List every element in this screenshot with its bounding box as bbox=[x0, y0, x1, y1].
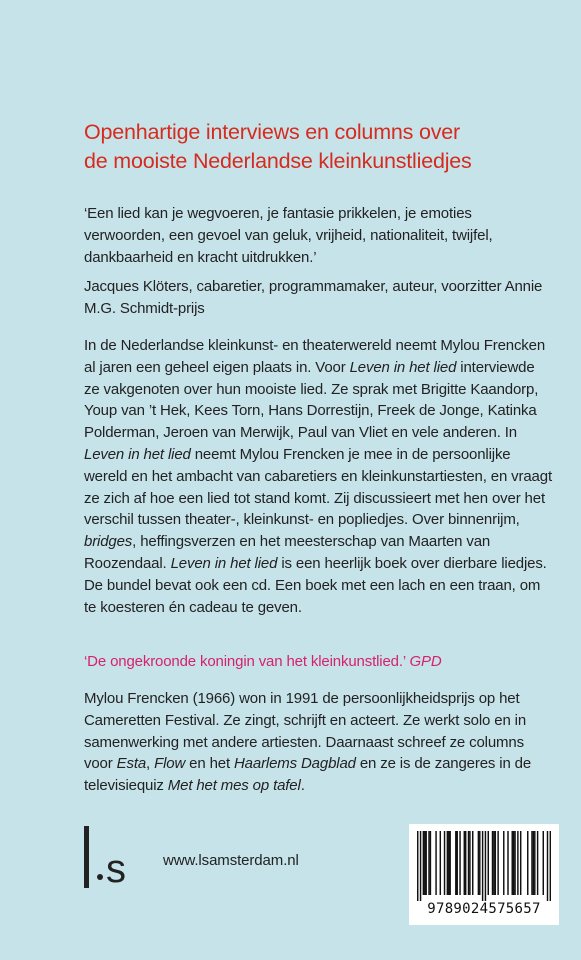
barcode-bar bbox=[456, 831, 457, 895]
barcode-bar bbox=[469, 831, 470, 895]
bio-part: . bbox=[300, 777, 305, 795]
barcode-bar bbox=[449, 831, 450, 895]
quote-attribution: Jacques Klöters, cabaretier, programmamaker, auteur, voorzitter Annie M.G. Schmidt-prijs bbox=[84, 278, 543, 317]
book-title: Leven in het lied bbox=[349, 358, 457, 376]
barcode-bar bbox=[423, 831, 424, 895]
barcode-bar bbox=[420, 831, 421, 901]
description-part: is een heerlijk boek over dierbare liedjes. De bundel bevat ook een cd. Een boek met een lach en een traan, om te koesteren én cadeau te geven. bbox=[84, 554, 547, 616]
barcode-bar bbox=[512, 831, 513, 895]
barcode-bar bbox=[488, 831, 489, 895]
press-quote bbox=[84, 651, 554, 673]
barcode-bar bbox=[514, 831, 515, 895]
barcode-bar bbox=[492, 831, 493, 895]
barcode-bar bbox=[428, 831, 429, 895]
italic-term: bridges bbox=[84, 533, 133, 551]
barcode-bar bbox=[447, 831, 448, 895]
opening-quote: ‘Een lied kan je wegvoeren, je fantasie prikkelen, je emoties verwoorden, een gevoel van geluk, vrijheid, nationaliteit, twijfel, dankbaarheid en kracht uitdrukken.’ bbox=[84, 205, 493, 266]
barcode-bar bbox=[527, 831, 528, 895]
barcode-bar bbox=[448, 831, 449, 895]
barcode-bar bbox=[517, 831, 518, 895]
newspaper-title: Haarlems Dagblad bbox=[234, 755, 356, 773]
isbn-number: 9789024575657 bbox=[427, 901, 541, 917]
barcode-bar bbox=[497, 831, 498, 895]
barcode-bar bbox=[537, 831, 538, 895]
publisher-website: www.lsamsterdam.nl bbox=[163, 852, 299, 869]
barcode-bar bbox=[459, 831, 460, 895]
bio-part: , bbox=[146, 755, 155, 773]
barcode-bars bbox=[417, 831, 551, 901]
barcode-bar bbox=[520, 831, 521, 895]
barcode-bar bbox=[464, 831, 465, 895]
bio-part: en ze is de zangeres in de televisiequiz bbox=[84, 755, 532, 795]
press-quote-source: GPD bbox=[409, 653, 442, 670]
description-part: In de Nederlandse kleinkunst- en theaterwereld neemt Mylou Frencken al jaren een geheel eigen plaats in. Voor bbox=[84, 337, 546, 376]
headline bbox=[84, 118, 554, 176]
book-title: Leven in het lied bbox=[84, 445, 191, 463]
headline-line-1: Openhartige interviews en columns over bbox=[84, 120, 461, 144]
barcode-bar bbox=[513, 831, 514, 895]
description-part: interviewde ze vakgenoten over hun mooiste lied. Ze sprak met Brigitte Kaandorp, Youp van ’t Hek, Kees Torn, Hans Dorrestijn, Freek de Jonge, Katinka Polderman, Jeroen van Merwijk, Paul van Vliet en vele anderen. In bbox=[84, 358, 539, 442]
barcode-bar bbox=[468, 831, 469, 895]
description-part: , heffingsverzen en het meesterschap van Maarten van Roozendaal. bbox=[84, 533, 491, 572]
press-quote-text: ‘De ongekroonde koningin van het kleinkunstlied.’ bbox=[84, 653, 410, 670]
barcode-bar bbox=[479, 831, 480, 895]
quiz-title: Met het mes op tafel bbox=[167, 777, 301, 795]
logo-dot bbox=[97, 874, 103, 880]
bio-part: en het bbox=[185, 755, 234, 773]
publisher-logo-icon bbox=[84, 826, 144, 896]
barcode-bar bbox=[507, 831, 508, 895]
barcode-bar bbox=[503, 831, 504, 895]
barcode-bar bbox=[493, 831, 494, 895]
barcode-bar bbox=[440, 831, 441, 895]
barcode-bar bbox=[485, 831, 486, 901]
barcode-bar bbox=[424, 831, 425, 895]
barcode-bar bbox=[425, 831, 426, 895]
barcode-bar bbox=[435, 831, 436, 895]
barcode-bar bbox=[533, 831, 534, 895]
book-title: Leven in het lied bbox=[170, 554, 278, 572]
barcode-bar bbox=[531, 831, 532, 895]
logo-letter: s bbox=[106, 847, 126, 891]
barcode-bar bbox=[478, 831, 479, 895]
headline-line-2: de mooiste Nederlandse kleinkunstliedjes bbox=[84, 149, 472, 173]
barcode-bar bbox=[417, 831, 418, 901]
barcode-bar bbox=[465, 831, 466, 895]
bio-part: Mylou Frencken (1966) won in 1991 de persoonlijkheidsprijs op het Cameretten Festival. Ze zingt, schrijft en acteert. Ze werkt solo en in samenwerking met andere artiesten. Daarnaast schreef ze columns voor bbox=[84, 690, 527, 773]
barcode-bar bbox=[482, 831, 483, 901]
magazine-title: Esta bbox=[116, 755, 147, 773]
barcode-bar bbox=[534, 831, 535, 895]
barcode-bar bbox=[495, 831, 496, 895]
barcode-bar bbox=[455, 831, 456, 895]
barcode-bar bbox=[444, 831, 445, 895]
barcode-bar bbox=[472, 831, 473, 895]
description-part: neemt Mylou Frencken je mee in de persoonlijke wereld en het ambacht van cabaretiers en kleinkunstartiesten, en vraagt ze zich af hoe een lied tot stand komt. Zij discussieert met hen over het verschil tussen theater-, kleinkunst- en popliedjes. Over binnenrijm, bbox=[84, 445, 552, 529]
isbn-barcode bbox=[409, 824, 559, 925]
magazine-title: Flow bbox=[154, 755, 186, 773]
barcode-bar bbox=[543, 831, 544, 895]
author-bio bbox=[84, 688, 554, 797]
barcode-bar bbox=[550, 831, 551, 901]
book-description bbox=[84, 335, 554, 618]
barcode-bar bbox=[430, 831, 431, 895]
logo-bar bbox=[84, 826, 89, 888]
barcode-bar bbox=[547, 831, 548, 901]
